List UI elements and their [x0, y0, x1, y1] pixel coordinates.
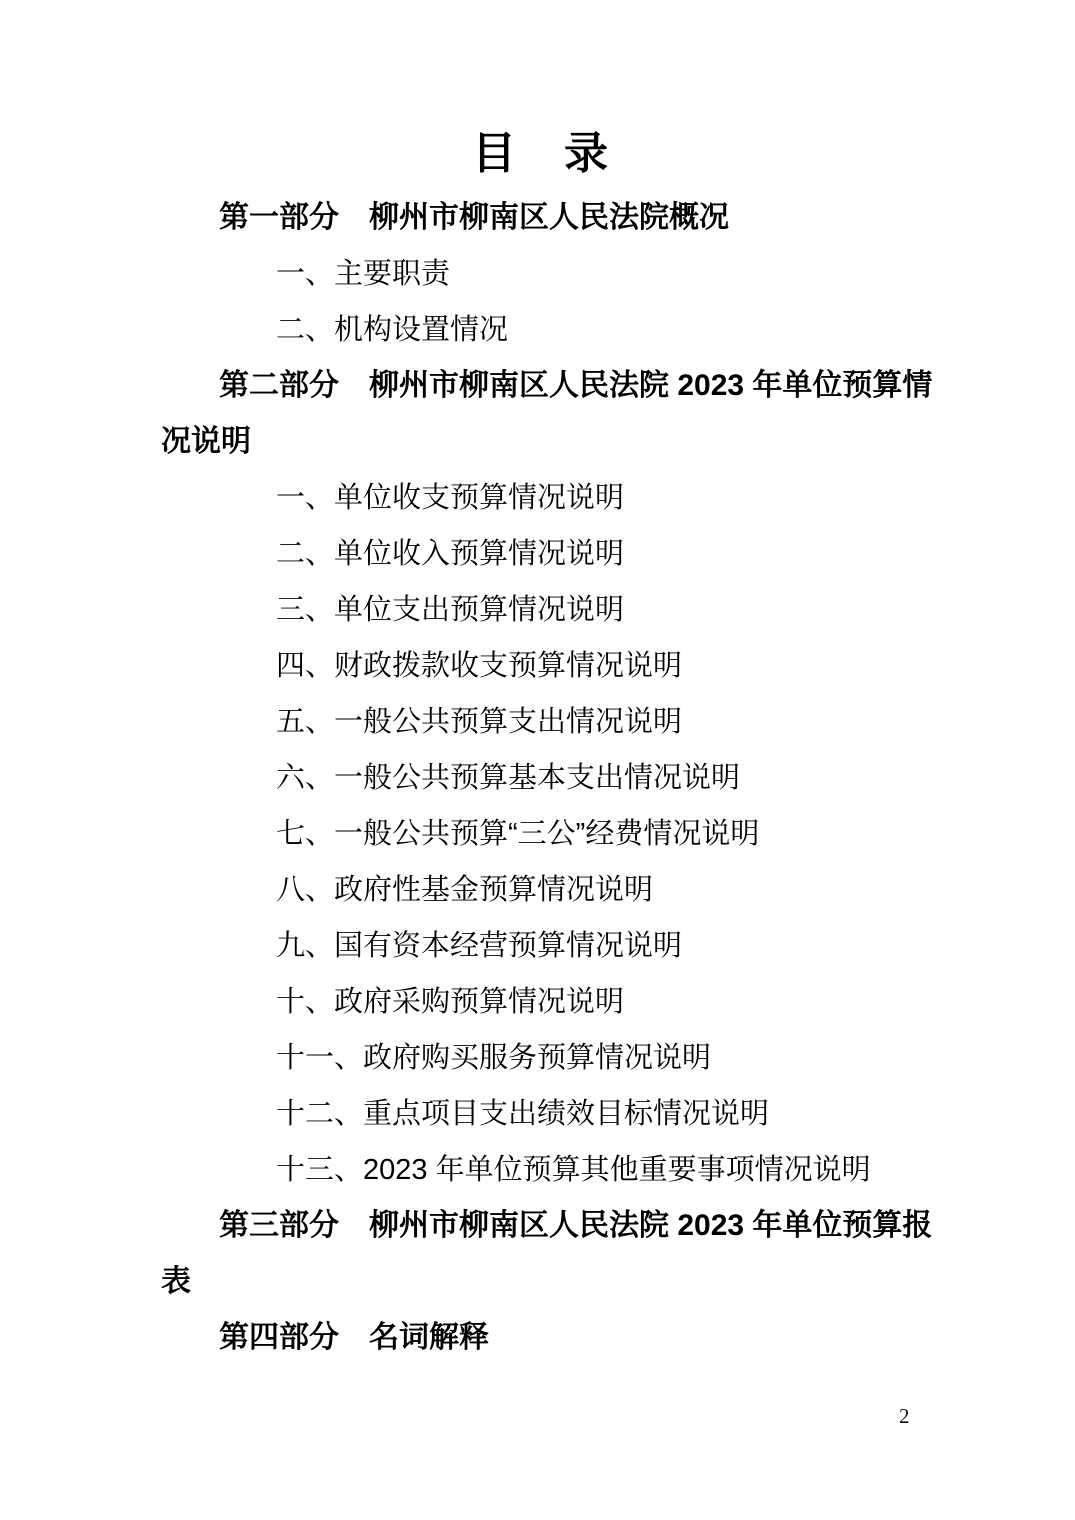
toc-line: 十三、2023 年单位预算其他重要事项情况说明: [276, 1154, 871, 1186]
toc-line: 十、政府采购预算情况说明: [276, 986, 625, 1018]
toc-line: 一、单位收支预算情况说明: [276, 482, 625, 514]
toc-line: 八、政府性基金预算情况说明: [276, 874, 654, 906]
toc-line: 七、一般公共预算“三公”经费情况说明: [276, 818, 760, 850]
toc-line: 九、国有资本经营预算情况说明: [276, 930, 683, 962]
page-number: 2: [899, 1404, 910, 1428]
toc-line: 三、单位支出预算情况说明: [276, 594, 625, 626]
toc-line: 二、机构设置情况: [276, 314, 509, 346]
toc-line: 五、一般公共预算支出情况说明: [276, 706, 683, 738]
toc-line: 一、主要职责: [276, 258, 451, 290]
toc-line: 第一部分 柳州市柳南区人民法院概况: [219, 201, 729, 234]
toc-line: 第二部分 柳州市柳南区人民法院 2023 年单位预算情: [219, 369, 933, 402]
toc-line: 表: [161, 1265, 191, 1298]
toc-list: [161, 190, 933, 1366]
toc-content: [161, 118, 933, 1366]
toc-line: 十一、政府购买服务预算情况说明: [276, 1042, 712, 1074]
toc-line: 六、一般公共预算基本支出情况说明: [276, 762, 741, 794]
toc-line: 况说明: [161, 425, 251, 458]
toc-line: 四、财政拨款收支预算情况说明: [276, 650, 683, 682]
toc-line: 十二、重点项目支出绩效目标情况说明: [276, 1098, 770, 1130]
toc-line: 二、单位收入预算情况说明: [276, 538, 625, 570]
toc-line: 第三部分 柳州市柳南区人民法院 2023 年单位预算报: [219, 1209, 933, 1242]
toc-line: 第四部分 名词解释: [219, 1321, 489, 1354]
page-title: 目 录: [472, 129, 610, 178]
